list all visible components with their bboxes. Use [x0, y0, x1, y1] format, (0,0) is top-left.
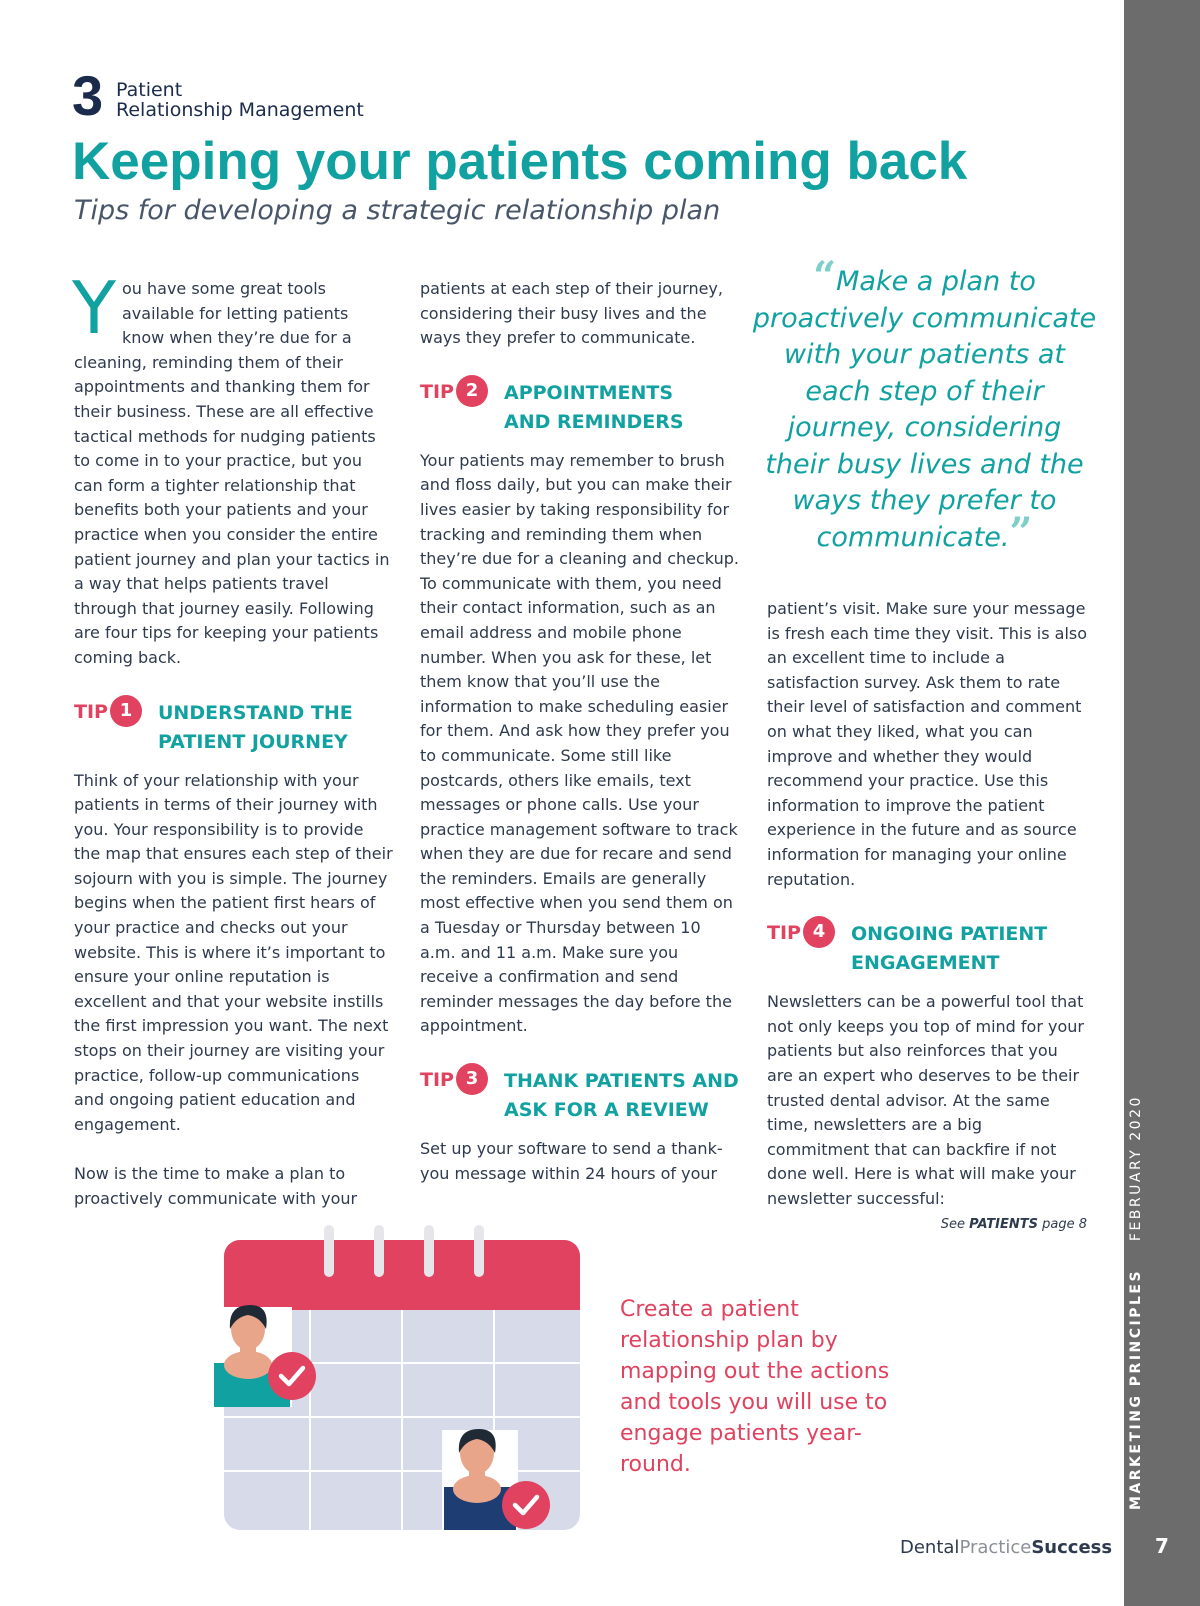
- tip-title-line2: AND REMINDERS: [504, 410, 684, 433]
- see-page: page 8: [1042, 1217, 1087, 1233]
- close-quote-mark: ”: [1009, 508, 1033, 556]
- sidebar-caption: [1121, 1080, 1151, 1510]
- tip-title-line1: APPOINTMENTS: [504, 381, 674, 404]
- tip-number-badge: 3: [456, 1063, 488, 1095]
- column-2: [420, 277, 740, 1186]
- continued-reference: [767, 1213, 1087, 1238]
- tip-1-heading: [74, 695, 394, 753]
- column-3-continuation: patient’s visit. Make sure your message is fresh each time they visit. This is also an excellent time to include a satisfaction survey. Ask them to rate their level of satisfaction and comment on what they liked, what you can improve and whether they would recommend your practice. Use this information to improve the patient experience in the future and as source information for managing your online reputation.: [767, 599, 1088, 889]
- tip-title-line1: THANK PATIENTS AND: [504, 1070, 739, 1093]
- image-callout: Create a patient relationship plan by mapping out the actions and tools you will use to engage patients year-round.: [620, 1297, 890, 1477]
- calendar-illustration: [212, 1225, 592, 1545]
- brand-footer: [900, 1536, 1112, 1560]
- brand-dental: Dental: [900, 1537, 960, 1558]
- section-label-line1: Patient: [116, 79, 183, 101]
- tip-3-heading: [420, 1063, 740, 1121]
- tip-label: TIP: [74, 700, 108, 723]
- drop-cap: Y: [72, 266, 116, 350]
- page-number: 7: [1155, 1534, 1169, 1558]
- page-subtitle: Tips for developing a strategic relationship plan: [74, 195, 721, 226]
- tip-number-badge: 1: [110, 695, 142, 727]
- sidebar-section: MARKETING PRINCIPLES: [1128, 1268, 1144, 1510]
- tip-title-line2: ASK FOR A REVIEW: [504, 1099, 709, 1122]
- tip-1-paragraph-2: Now is the time to make a plan to proactively communicate with your: [74, 1164, 358, 1208]
- tip-4-heading: [767, 916, 1087, 974]
- tip-1-paragraph: Think of your relationship with your patients in terms of their journey with you. Your responsibility is to provide the map that ensures each step of their sojourn with you is simple. The journey begins when the patient first hears of your practice and checks out your website. This is where it’s important to ensure your online reputation is excellent and that your website instills the first impression you want. The next stops on their journey are visiting your practice, follow-up communications and ongoing patient education and engagement.: [74, 770, 393, 1134]
- tip-label: TIP: [420, 380, 454, 403]
- tip-3-paragraph: Set up your software to send a thank-you message within 24 hours of your: [420, 1139, 723, 1183]
- check-badge-1: [268, 1352, 316, 1400]
- pull-quote: [752, 253, 1097, 556]
- sidebar-date: FEBRUARY 2020: [1128, 1095, 1144, 1242]
- column-2-continuation: patients at each step of their journey, considering their busy lives and the ways they prefer to communicate.: [420, 279, 723, 348]
- tip-title-line1: ONGOING PATIENT: [851, 923, 1048, 946]
- see-word: See: [940, 1217, 965, 1233]
- tip-4-paragraph: Newsletters can be a powerful tool that not only keeps you top of mind for your patients but also reinforces that you are an expert who deserves to be their trusted dental advisor. At the same time, newsletters are a big commitment that can backfire if not done well. Here is what will make your newsletter successful:: [767, 992, 1084, 1208]
- see-target: PATIENTS: [969, 1217, 1038, 1233]
- intro-text: ou have some great tools available for letting patients know when they’re due for a cleaning, reminding them of their appointments and thanking them for their business. These are all effective tactical methods for nudging patients to come in to your practice, but you can form a tighter relationship that benefits both your patients and your practice when you consider the entire patient journey and plan your tactics in a way that helps patients travel through that journey easily. Following are four tips for keeping your patients coming back.: [74, 279, 390, 667]
- page-title: Keeping your patients coming back: [72, 132, 968, 191]
- intro-paragraph: [72, 266, 394, 671]
- section-number: 3: [72, 64, 104, 127]
- tip-title-line2: PATIENT JOURNEY: [158, 730, 348, 753]
- tip-number-badge: 4: [803, 916, 835, 948]
- pull-quote-text: Make a plan to proactively communicate with your patients at each step of their journey, considering their busy lives and the ways they prefer to communicate.: [752, 266, 1097, 553]
- tip-label: TIP: [420, 1069, 454, 1092]
- tip-label: TIP: [767, 922, 801, 945]
- tip-title-line1: UNDERSTAND THE: [158, 701, 353, 724]
- column-3: [767, 597, 1087, 1238]
- brand-success: Success: [1031, 1537, 1113, 1558]
- brand-practice: Practice: [959, 1537, 1032, 1558]
- check-badge-2: [502, 1481, 550, 1529]
- column-1: [72, 266, 394, 1211]
- tip-number-badge: 2: [456, 375, 488, 407]
- tip-title: [851, 920, 1047, 978]
- open-quote-mark: “: [813, 253, 837, 300]
- tip-2-paragraph: Your patients may remember to brush and floss daily, but you can make their lives easier by taking responsibility for tracking and reminding them when they’re due for a cleaning and checkup. To communicate with them, you need their contact information, such as an email address and mobile phone number. When you ask for these, let them know that you’ll use the information to make scheduling easier for them. And ask how they prefer you to communicate. Some still like postcards, others like emails, text messages or phone calls. Use your practice management software to track when they are due for recare and send the reminders. Emails are generally most effective when you send them on a Tuesday or Thursday between 10 a.m. and 11 a.m. Make sure you receive a confirmation and send reminder messages the day before the appointment.: [420, 450, 739, 1036]
- tip-title-line2: ENGAGEMENT: [851, 952, 1000, 975]
- tip-title: [504, 1067, 739, 1125]
- tip-title: [504, 379, 684, 437]
- tip-title: [158, 699, 353, 757]
- section-label-line2: Relationship Management: [116, 99, 364, 121]
- tip-2-heading: [420, 375, 740, 433]
